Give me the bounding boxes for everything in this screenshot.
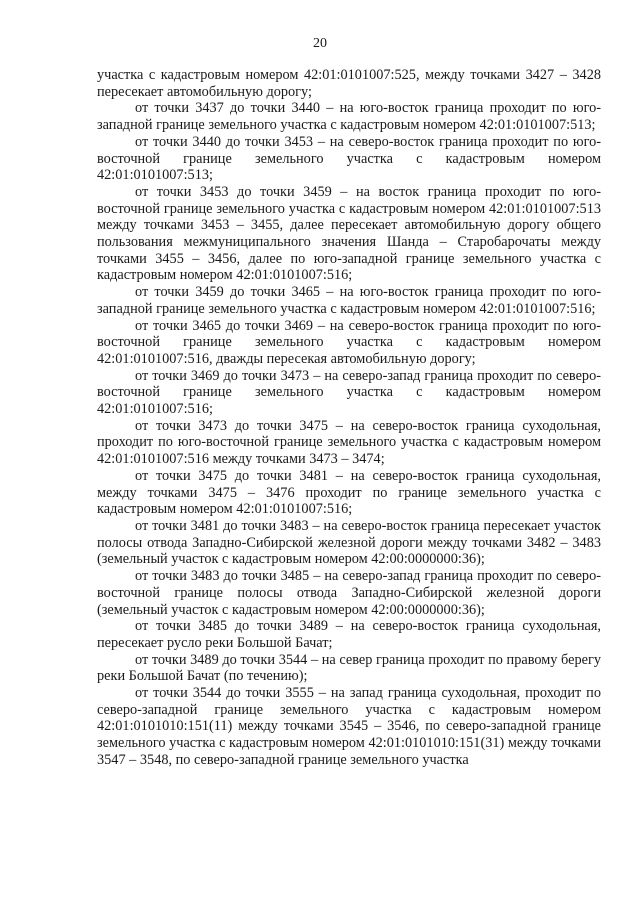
paragraph: от точки 3483 до точки 3485 – на северо-запад граница проходит по северо-восточной границе полосы отвода Западно-Сибирской железной дороги (земельный участок с кадастровым номером 42:00:0000000:36); [97, 568, 601, 618]
paragraph: от точки 3459 до точки 3465 – на юго-восток граница проходит по юго-западной границе земельного участка с кадастровым номером 42:01:0101007:516; [97, 284, 601, 317]
paragraph: от точки 3485 до точки 3489 – на северо-восток граница суходольная, пересекает русло реки Большой Бачат; [97, 618, 601, 651]
paragraph: от точки 3475 до точки 3481 – на северо-восток граница суходольная, между точками 3475 – 3476 проходит по границе земельного участка с кадастровым номером 42:01:0101007:516; [97, 467, 601, 518]
paragraph: от точки 3469 до точки 3473 – на северо-запад граница проходит по северо-восточной границе земельного участка с кадастровым номером 42:01:0101007:516; [97, 367, 601, 418]
paragraph: от точки 3473 до точки 3475 – на северо-восток граница суходольная, проходит по юго-восточной границе земельного участка с кадастровым номером 42:01:0101007:516 между точками 3473 – 3474; [97, 417, 601, 468]
paragraph: участка с кадастровым номером 42:01:0101007:525, между точками 3427 – 3428 пересекает автомобильную дорогу; [97, 67, 601, 100]
page-number: 20 [313, 36, 327, 51]
paragraph: от точки 3465 до точки 3469 – на северо-восток граница проходит по юго-восточной границе земельного участка с кадастровым номером 42:01:0101007:516, дважды пересекая автомобильную дорогу; [97, 317, 601, 367]
paragraph: от точки 3453 до точки 3459 – на восток граница проходит по юго-восточной границе земельного участка с кадастровым номером 42:01:0101007:513 между точками 3453 – 3455, далее пересекает автомобильную дорогу общего пользования межмуниципального значения Шанда – Старобарочаты между точками 3455 – 3456, далее по юго-западной границе земельного участка с кадастровым номером 42:01:0101007:516; [97, 183, 601, 284]
document-body [97, 67, 601, 769]
paragraph: от точки 3437 до точки 3440 – на юго-восток граница проходит по юго-западной границе земельного участка с кадастровым номером 42:01:0101007:513; [97, 100, 601, 134]
paragraph: от точки 3481 до точки 3483 – на северо-восток граница пересекает участок полосы отвода Западно-Сибирской железной дороги между точками 3482 – 3483 (земельный участок с кадастровым номером 42:00:0000000:36); [97, 517, 601, 568]
paragraph: от точки 3544 до точки 3555 – на запад граница суходольная, проходит по северо-западной границе земельного участка с кадастровым номером 42:01:0101010:151(11) между точками 3545 – 3546, по северо-западной границе земельного участка с кадастровым номером 42:01:0101010:151(31) между точками 3547 – 3548, по северо-западной границе земельного участка [97, 685, 601, 768]
paragraph: от точки 3440 до точки 3453 – на северо-восток граница проходит по юго-восточной границе земельного участка с кадастровым номером 42:01:0101007:513; [97, 133, 601, 184]
paragraph: от точки 3489 до точки 3544 – на север граница проходит по правому берегу реки Большой Бачат (по течению); [97, 651, 601, 685]
